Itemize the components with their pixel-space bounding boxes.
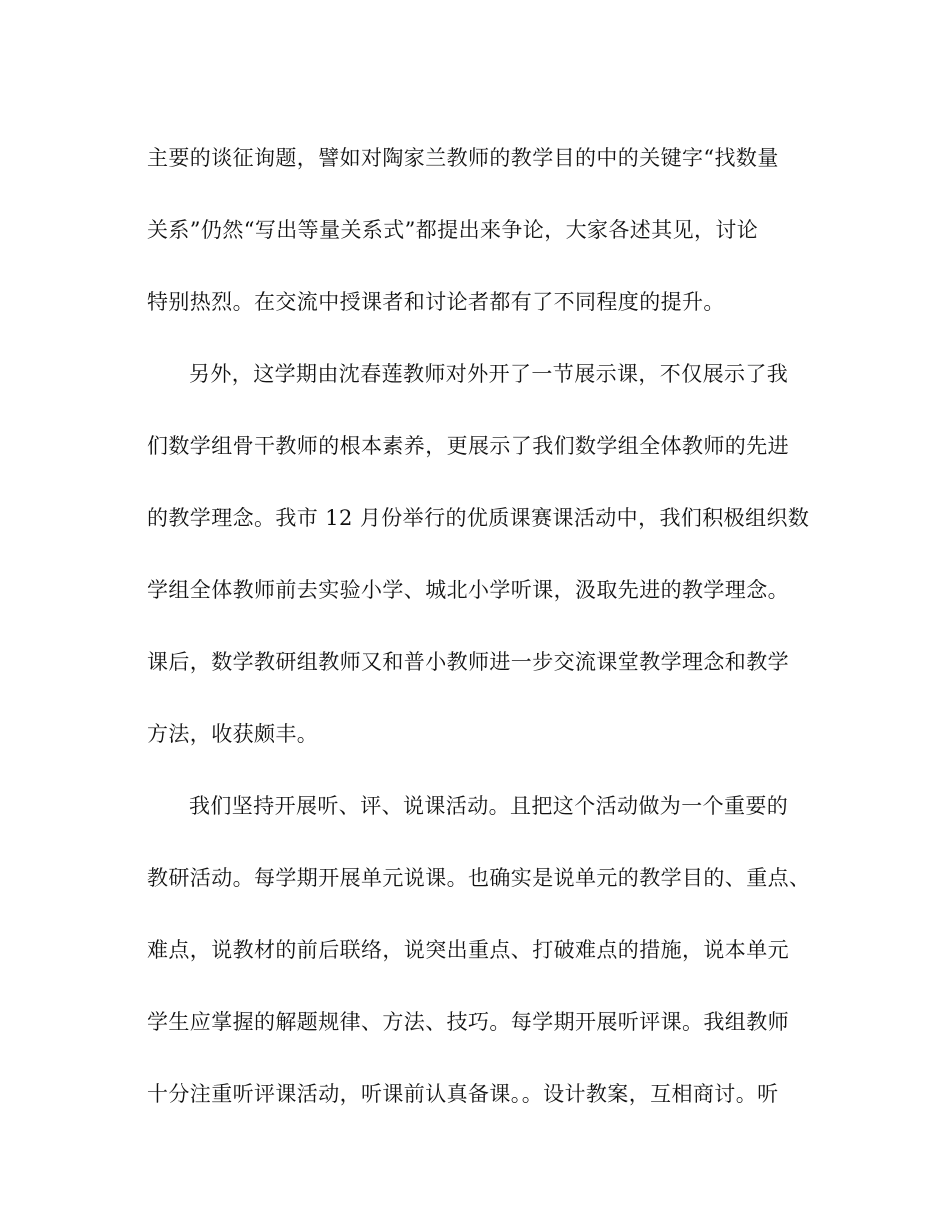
text-line: 方法，收获颇丰。 — [147, 722, 319, 746]
text-line: 的教学理念。我市 12 月份举行的优质课赛课活动中，我们积极组织数 — [147, 506, 810, 530]
text-line: 学组全体教师前去实验小学、城北小学听课，汲取先进的教学理念。 — [147, 578, 789, 602]
text-line: 关系”仍然“写出等量关系式”都提出来争论，大家各述其见，讨论 — [147, 218, 759, 242]
text-line: 课后，数学教研组教师又和普小教师进一步交流课堂教学理念和教学 — [147, 650, 789, 674]
text-line: 特别热烈。在交流中授课者和讨论者都有了不同程度的提升。 — [147, 290, 725, 314]
text-line: 教研活动。每学期开展单元说课。也确实是说单元的教学目的、重点、 — [147, 866, 811, 890]
text-line: 十分注重听评课活动，听课前认真备课。。设计教案，互相商讨。听 — [147, 1082, 779, 1106]
text-line: 学生应掌握的解题规律、方法、技巧。每学期开展听评课。我组教师 — [147, 1010, 789, 1034]
text-line: 们数学组骨干教师的根本素养，更展示了我们数学组全体教师的先进 — [147, 434, 789, 458]
body-text — [147, 122, 811, 1130]
text-line: 难点，说教材的前后联络，说突出重点、打破难点的措施，说本单元 — [147, 938, 789, 962]
text-line: 主要的谈征询题，譬如对陶家兰教师的教学目的中的关键字“找数量 — [147, 146, 779, 170]
paragraph-start-line: 我们坚持开展听、评、说课活动。且把这个活动做为一个重要的 — [189, 794, 789, 818]
paragraph-start-line: 另外，这学期由沈春莲教师对外开了一节展示课，不仅展示了我 — [189, 362, 789, 386]
